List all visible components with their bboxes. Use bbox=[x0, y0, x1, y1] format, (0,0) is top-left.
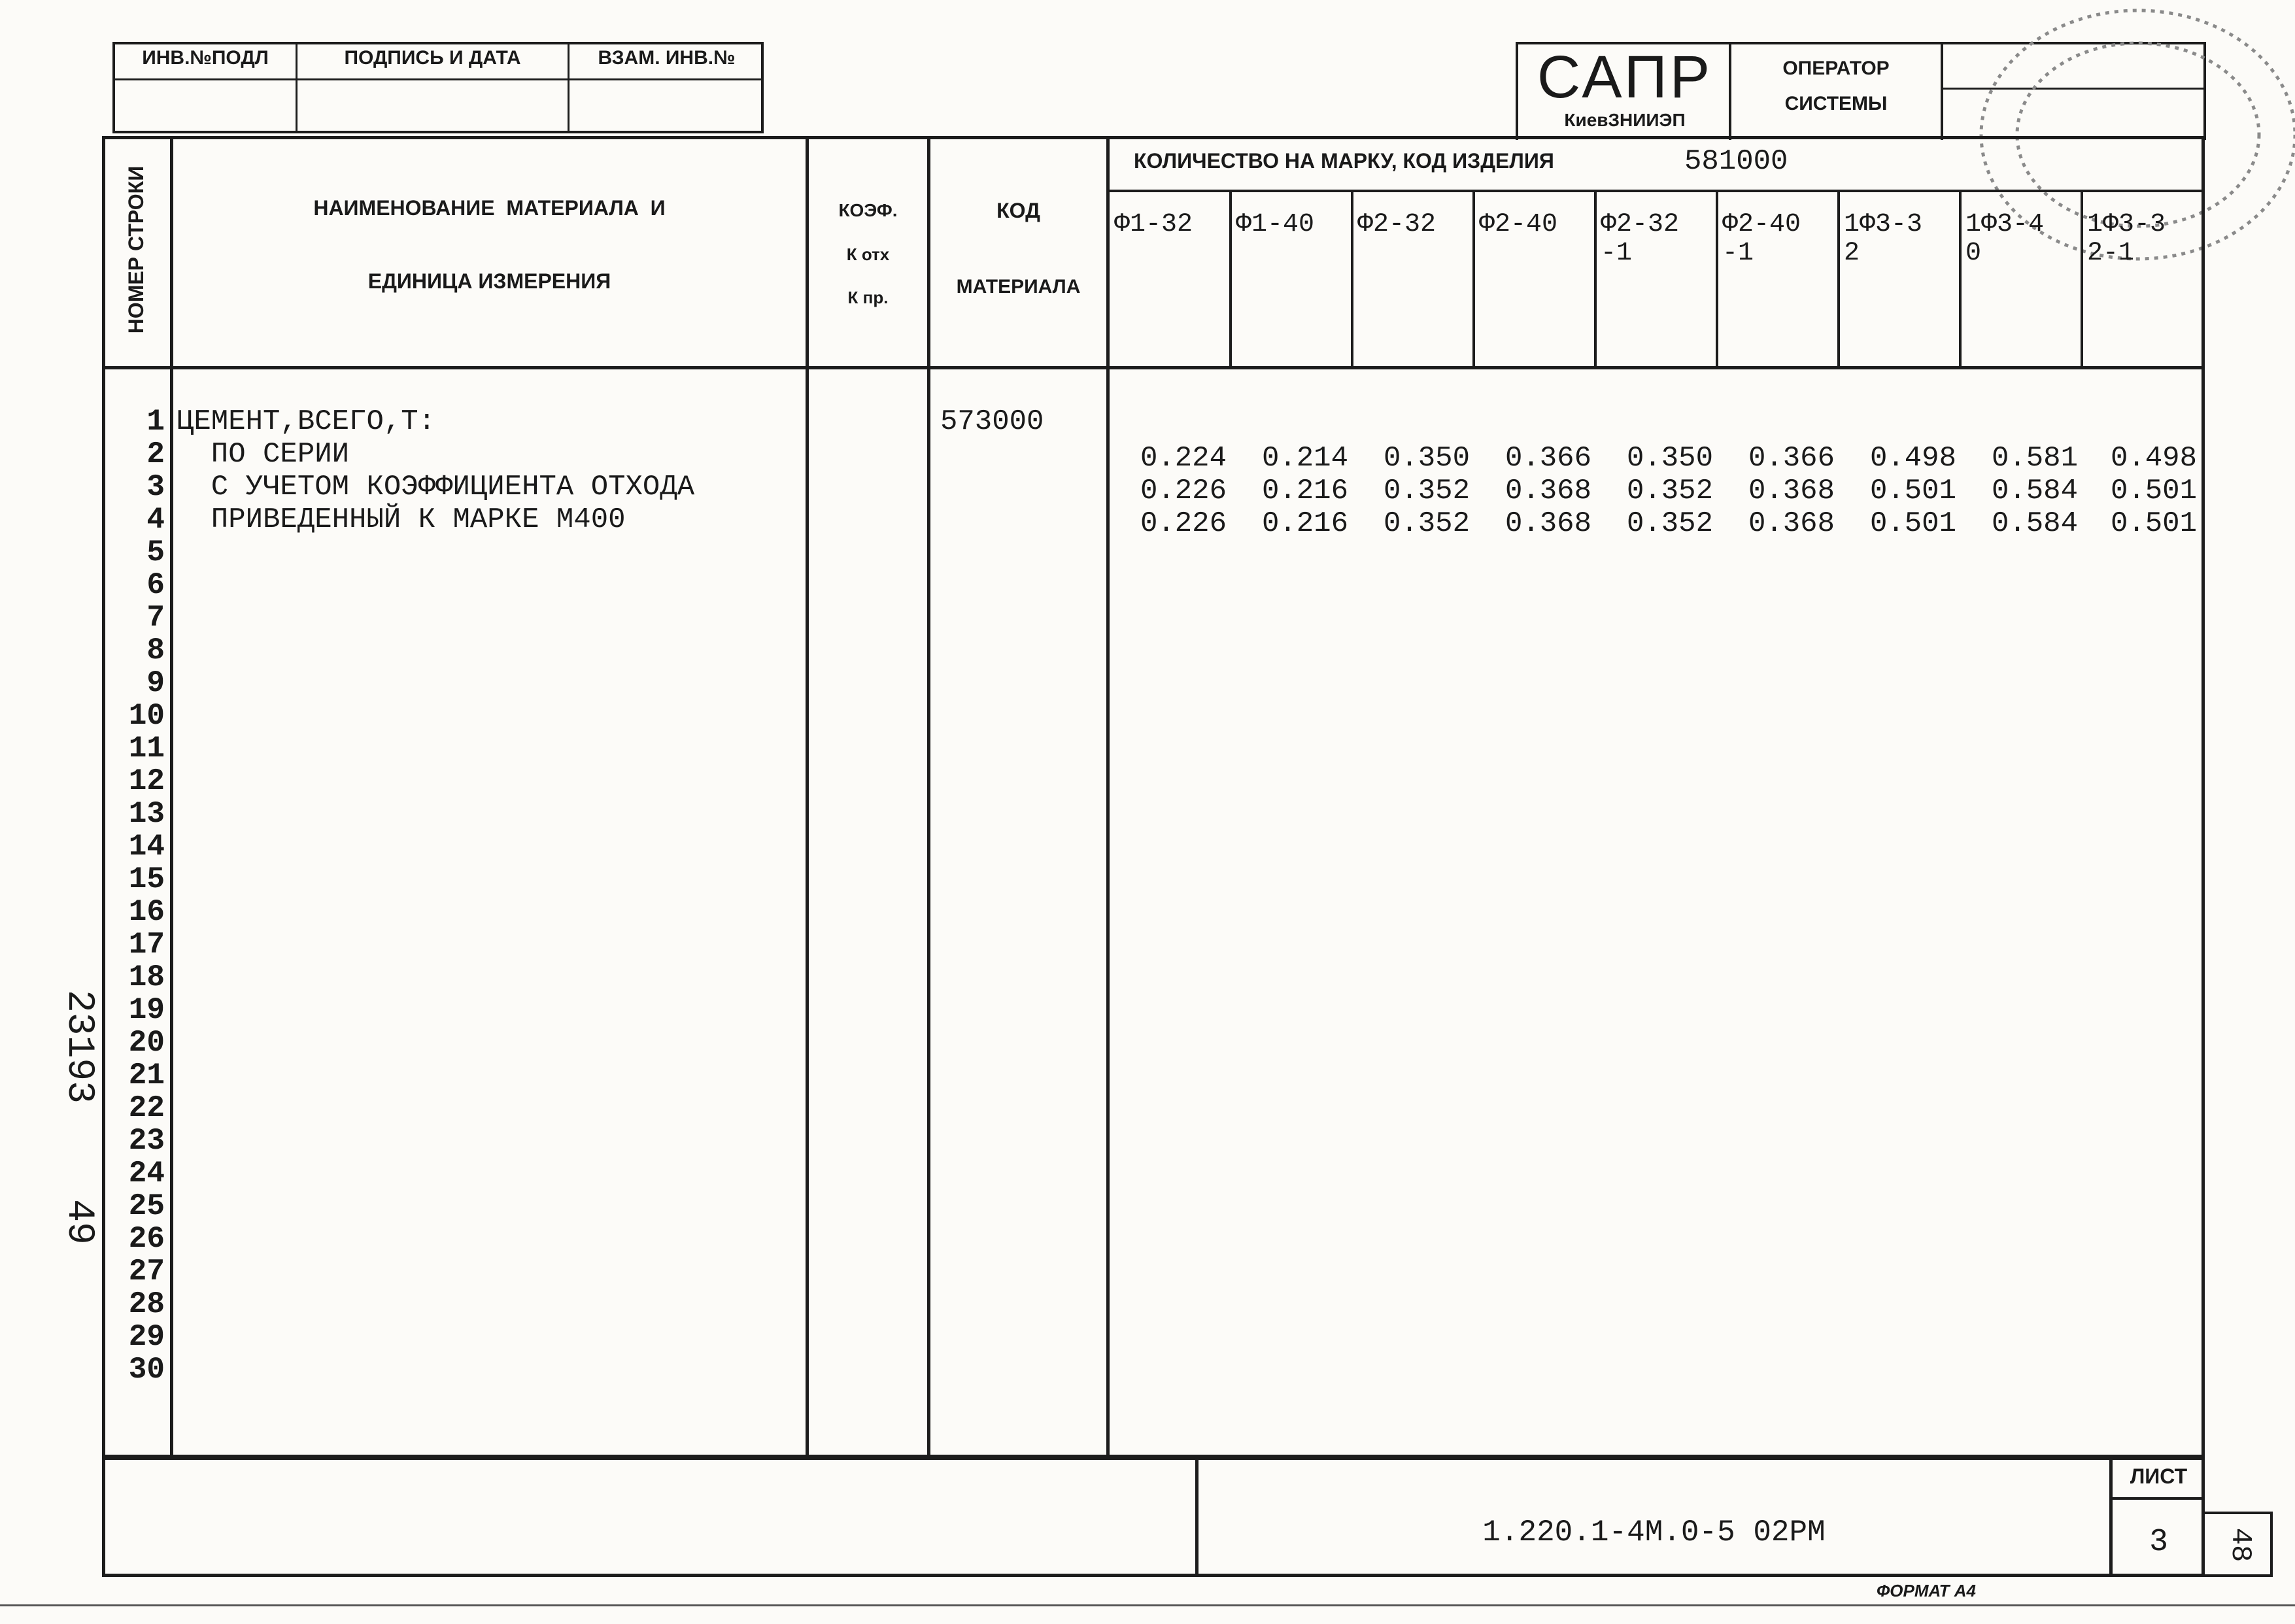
value-cell: 0.498 bbox=[1869, 442, 1956, 475]
row-number: 3 bbox=[146, 470, 165, 504]
value-cell: 0.366 bbox=[1504, 442, 1591, 475]
value-cell: 0.501 bbox=[1869, 507, 1956, 540]
row-number: 20 bbox=[128, 1026, 165, 1060]
row-number: 29 bbox=[128, 1320, 165, 1354]
row-number: 2 bbox=[146, 437, 165, 471]
value-cell: 0.581 bbox=[1991, 442, 2078, 475]
value-cell: 0.352 bbox=[1626, 507, 1713, 540]
value-cell: 0.501 bbox=[2110, 475, 2197, 507]
material-name: ПРИВЕДЕННЫЙ К МАРКЕ М400 bbox=[177, 503, 626, 536]
product-code: 581000 bbox=[1684, 145, 1788, 178]
coef-header-1: К отх bbox=[846, 245, 890, 264]
sheet-number: 3 bbox=[2149, 1525, 2168, 1560]
row-number: 10 bbox=[128, 699, 165, 733]
value-cell: 0.366 bbox=[1748, 442, 1835, 475]
row-number: 11 bbox=[128, 732, 165, 766]
row-number: 26 bbox=[128, 1222, 165, 1256]
value-cell: 0.584 bbox=[1991, 475, 2078, 507]
row-number: 25 bbox=[128, 1189, 165, 1223]
stamp-signature-label: ПОДПИСЬ И ДАТА bbox=[344, 47, 521, 69]
material-name: С УЧЕТОМ КОЭФФИЦИЕНТА ОТХОДА bbox=[177, 471, 695, 503]
row-numbers bbox=[105, 405, 165, 1386]
row-number: 4 bbox=[146, 503, 165, 537]
row-number: 7 bbox=[146, 601, 165, 635]
value-cell: 0.584 bbox=[1991, 507, 2078, 540]
value-cell: 0.224 bbox=[1140, 442, 1227, 475]
value-cell: 0.350 bbox=[1626, 442, 1713, 475]
mark-header-suffix: 2 bbox=[1844, 239, 1860, 268]
row-number: 6 bbox=[146, 568, 165, 602]
value-cell: 0.368 bbox=[1748, 475, 1835, 507]
value-cell: 0.501 bbox=[1869, 475, 1956, 507]
row-number: 23 bbox=[128, 1124, 165, 1158]
mark-header: Ф2-32 bbox=[1601, 210, 1680, 239]
main-table bbox=[102, 136, 2205, 1458]
row-number: 9 bbox=[146, 666, 165, 700]
value-cell: 0.350 bbox=[1383, 442, 1470, 475]
mark-header: 1Ф3-3 bbox=[2087, 210, 2166, 239]
row-number: 17 bbox=[128, 928, 165, 962]
stamp-inv-label: ИНВ.№ПОДЛ bbox=[142, 47, 269, 69]
value-cell: 0.226 bbox=[1140, 475, 1227, 507]
row-number: 15 bbox=[128, 862, 165, 896]
code-header-2: МАТЕРИАЛА bbox=[956, 276, 1081, 297]
mark-header-suffix: -1 bbox=[1601, 239, 1633, 268]
code-header-1: КОД bbox=[996, 199, 1040, 222]
mark-header: Ф2-40 bbox=[1722, 210, 1801, 239]
operator-label-1: ОПЕРАТОР bbox=[1782, 58, 1890, 79]
page-number: 48 bbox=[2224, 1527, 2256, 1563]
value-cell: 0.501 bbox=[2110, 507, 2197, 540]
mark-header: Ф1-40 bbox=[1236, 210, 1315, 239]
row-number: 22 bbox=[128, 1091, 165, 1125]
margin-note-extra: 49 bbox=[58, 1199, 100, 1245]
row-number: 12 bbox=[128, 764, 165, 798]
coef-header-2: К пр. bbox=[847, 288, 889, 307]
mark-header: Ф2-40 bbox=[1479, 210, 1558, 239]
row-number: 8 bbox=[146, 634, 165, 668]
value-cell: 0.216 bbox=[1261, 507, 1348, 540]
row-number: 24 bbox=[128, 1157, 165, 1191]
value-cell: 0.216 bbox=[1261, 475, 1348, 507]
row-number: 1 bbox=[146, 405, 165, 439]
value-cell: 0.226 bbox=[1140, 507, 1227, 540]
value-cell: 0.368 bbox=[1504, 475, 1591, 507]
format-label: ФОРМАТ А4 bbox=[1877, 1581, 1977, 1600]
coef-header-title: КОЭФ. bbox=[838, 200, 898, 220]
row-number: 21 bbox=[128, 1058, 165, 1092]
row-number: 5 bbox=[146, 535, 165, 569]
document-code: 1.220.1-4М.0-5 02РМ bbox=[1482, 1515, 1826, 1549]
row-number: 30 bbox=[128, 1353, 165, 1387]
operator-label-2: СИСТЕМЫ bbox=[1784, 93, 1888, 114]
mark-header-suffix: 2-1 bbox=[2087, 239, 2135, 268]
value-cell: 0.368 bbox=[1748, 507, 1835, 540]
material-code: 573000 bbox=[940, 405, 1044, 438]
quantity-header: КОЛИЧЕСТВО НА МАРКУ, КОД ИЗДЕЛИЯ bbox=[1134, 149, 1554, 173]
logo-sapr: САПР bbox=[1537, 44, 1713, 110]
mark-header: Ф1-32 bbox=[1114, 210, 1193, 239]
row-number-header: НОМЕР СТРОКИ bbox=[124, 165, 148, 334]
value-cell: 0.214 bbox=[1261, 442, 1348, 475]
mark-header-suffix: -1 bbox=[1722, 239, 1754, 268]
row-number: 28 bbox=[128, 1287, 165, 1321]
material-name: ЦЕМЕНТ,ВСЕГО,Т: bbox=[177, 405, 436, 438]
inventory-number-note: 23193 bbox=[58, 989, 100, 1104]
material-name-header-2: ЕДИНИЦА ИЗМЕРЕНИЯ bbox=[367, 269, 611, 293]
org-name: КиевЗНИИЭП bbox=[1564, 110, 1686, 130]
row-number: 27 bbox=[128, 1255, 165, 1289]
mark-header: Ф2-32 bbox=[1357, 210, 1436, 239]
material-name: ПО СЕРИИ bbox=[177, 438, 350, 471]
value-cell: 0.352 bbox=[1626, 475, 1713, 507]
value-cell: 0.498 bbox=[2110, 442, 2197, 475]
row-number: 13 bbox=[128, 797, 165, 831]
value-cell: 0.352 bbox=[1383, 475, 1470, 507]
sheet-label: ЛИСТ bbox=[2130, 1464, 2188, 1488]
material-name-header-1: НАИМЕНОВАНИЕ МАТЕРИАЛА И bbox=[313, 196, 666, 220]
row-number: 14 bbox=[128, 830, 165, 864]
mark-header: 1Ф3-4 bbox=[1965, 210, 2045, 239]
row-number: 16 bbox=[128, 895, 165, 929]
row-number: 18 bbox=[128, 960, 165, 994]
value-cell: 0.352 bbox=[1383, 507, 1470, 540]
mark-header: 1Ф3-3 bbox=[1844, 210, 1923, 239]
stamp-replace-label: ВЗАМ. ИНВ.№ bbox=[598, 47, 736, 69]
mark-header-suffix: 0 bbox=[1965, 239, 1982, 268]
value-cell: 0.368 bbox=[1504, 507, 1591, 540]
row-number: 19 bbox=[128, 993, 165, 1027]
